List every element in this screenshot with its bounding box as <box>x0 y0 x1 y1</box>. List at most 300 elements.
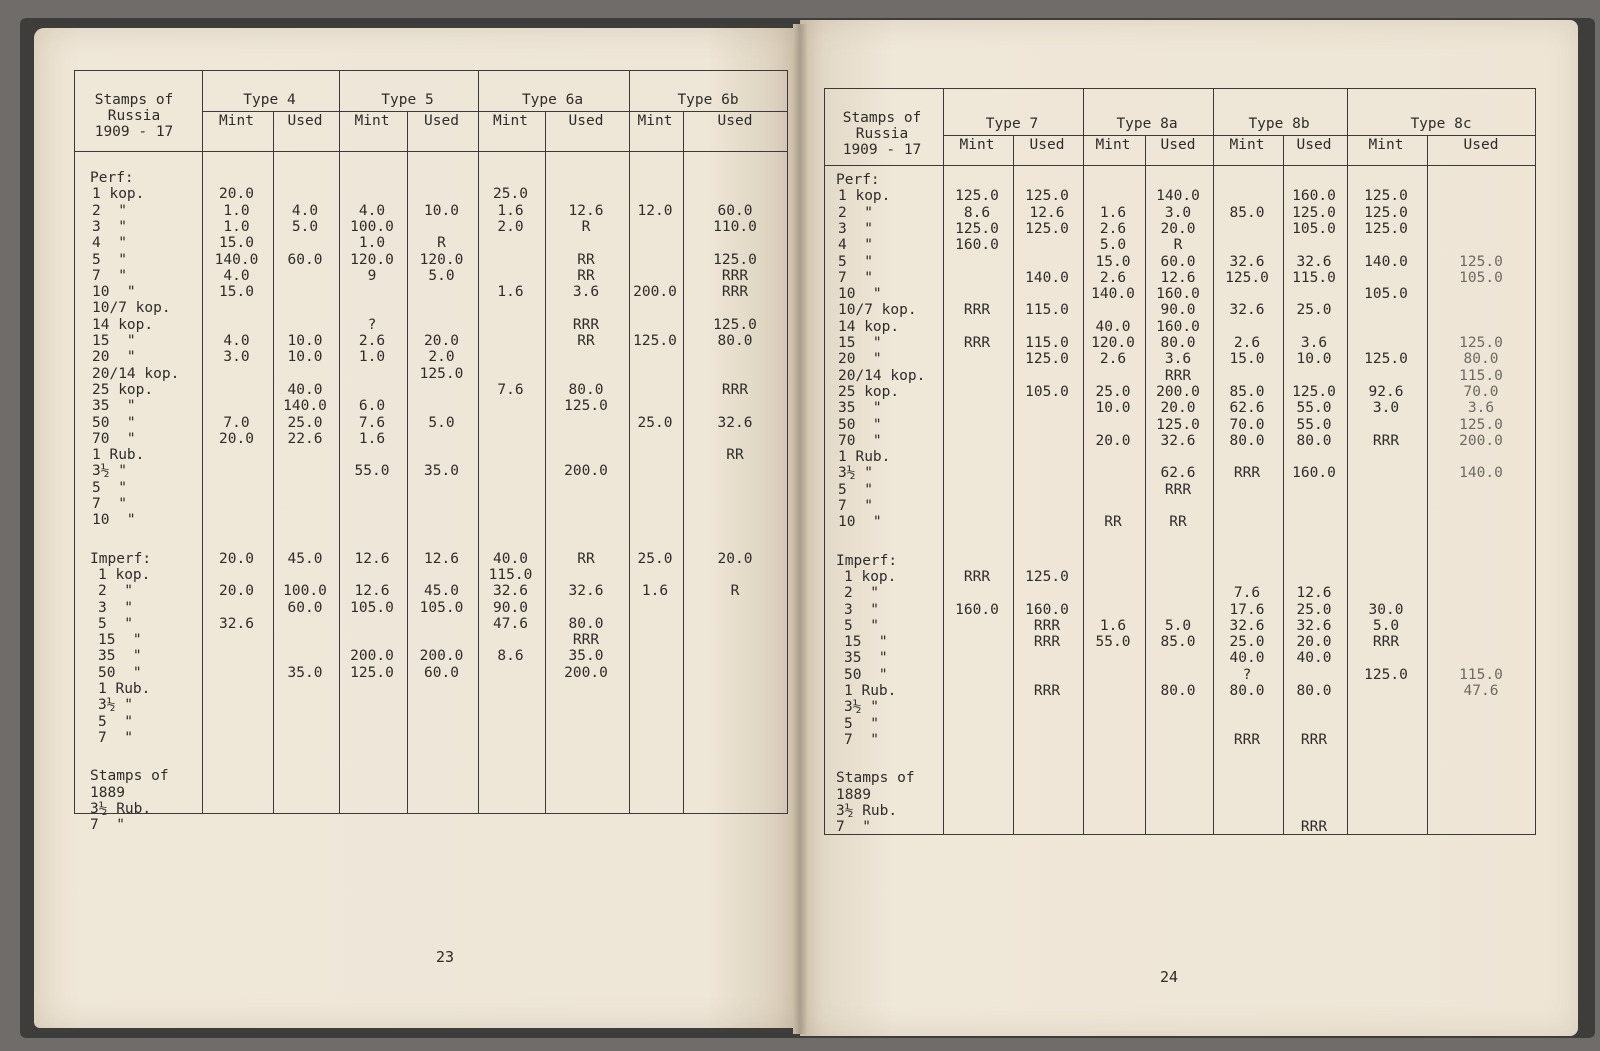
row-label: 20/14 kop. <box>92 365 180 382</box>
price-cell: 7.6 <box>1233 585 1261 602</box>
price-cell: 115.0 <box>1459 367 1503 384</box>
row-label: 2 " <box>838 204 873 221</box>
sub-header-used: Used <box>717 113 753 129</box>
sub-header-mint: Mint <box>493 113 528 129</box>
row-label: 10 " <box>92 512 136 529</box>
row-label: 7 " <box>836 819 871 836</box>
price-cell: 47.6 <box>493 615 528 632</box>
left-price-table <box>74 70 788 814</box>
price-cell: 55.0 <box>1296 416 1332 433</box>
price-cell: 7.0 <box>223 414 250 431</box>
price-cell: 200.0 <box>633 284 677 301</box>
price-cell: 15.0 <box>1095 253 1131 270</box>
price-cell: 115.0 <box>1025 302 1069 319</box>
price-cell: 60.0 <box>287 599 323 616</box>
row-label: 35 " <box>98 648 142 665</box>
price-cell: 32.6 <box>1296 617 1332 634</box>
row-label: 10 " <box>838 514 882 531</box>
price-cell: 55.0 <box>1095 634 1131 651</box>
price-cell: RR <box>1169 514 1187 531</box>
row-label: 3 " <box>838 220 873 237</box>
corner-header-line: 1909 - 17 <box>94 124 174 140</box>
row-label: 50 " <box>844 666 888 683</box>
sub-header-used: Used <box>1296 137 1332 153</box>
price-cell: 80.0 <box>1229 683 1265 699</box>
price-cell: 125.0 <box>564 398 608 415</box>
price-cell: 40.0 <box>1296 650 1332 667</box>
price-cell: 1.0 <box>223 202 250 219</box>
price-cell: 85.0 <box>1229 383 1265 400</box>
table-column-rule <box>407 111 408 813</box>
price-cell: 2.0 <box>428 349 455 366</box>
price-cell: RRR <box>721 381 749 398</box>
price-cell: RRR <box>963 568 991 585</box>
table-column-rule <box>1083 89 1084 834</box>
price-cell: 4.0 <box>358 202 386 219</box>
price-cell: 5.0 <box>1372 617 1400 634</box>
price-cell: 80.0 <box>717 333 753 349</box>
price-cell: 55.0 <box>354 463 390 480</box>
row-label: Stamps of <box>836 770 915 787</box>
price-cell: 4.0 <box>223 333 250 349</box>
price-cell: 105.0 <box>350 599 394 616</box>
sub-header-mint: Mint <box>219 113 254 129</box>
price-cell: 125.0 <box>1292 383 1336 400</box>
row-label: 50 " <box>838 416 882 433</box>
price-cell: RR <box>1104 514 1122 531</box>
row-label: 10/7 kop. <box>838 302 917 319</box>
sub-header-mint: Mint <box>959 137 995 153</box>
price-cell: 10.0 <box>1296 351 1332 368</box>
price-cell: RRR <box>721 284 749 301</box>
price-cell: 125.0 <box>1364 204 1408 221</box>
row-label: 3½ " <box>838 465 873 482</box>
price-cell: 60.0 <box>287 251 323 268</box>
row-label: 7 " <box>90 817 125 834</box>
table-column-rule <box>1013 135 1014 834</box>
price-cell: 125.0 <box>633 333 677 349</box>
price-cell: ? <box>367 316 377 333</box>
price-cell: 25.0 <box>1229 634 1265 651</box>
book-spine <box>793 24 807 1034</box>
row-label: 20/14 kop. <box>838 367 926 384</box>
price-cell: 60.0 <box>1160 253 1196 270</box>
price-cell: 80.0 <box>1160 335 1196 351</box>
price-cell: 62.6 <box>1160 465 1196 482</box>
price-cell: R <box>437 235 446 252</box>
row-label: 10 " <box>92 284 136 301</box>
price-cell: RRR <box>1233 465 1261 482</box>
price-cell: 20.0 <box>219 550 254 567</box>
price-cell: 3.6 <box>1467 400 1495 417</box>
price-cell: 40.0 <box>1095 318 1131 335</box>
price-cell: 140.0 <box>1156 188 1200 205</box>
price-cell: 80.0 <box>1229 432 1265 449</box>
row-label: 7 " <box>838 269 873 286</box>
price-cell: RRR <box>1372 634 1400 651</box>
price-cell: 25.0 <box>637 414 673 431</box>
price-cell: RRR <box>963 335 991 351</box>
row-label: 15 " <box>844 634 888 651</box>
price-cell: 140.0 <box>1459 465 1503 482</box>
price-cell: 80.0 <box>568 615 604 632</box>
price-cell: 10.0 <box>424 202 459 219</box>
row-label: 1889 <box>90 784 125 801</box>
corner-header-line: Russia <box>855 126 909 142</box>
row-label: 1889 <box>836 786 871 803</box>
price-cell: RRR <box>1300 731 1328 748</box>
price-cell: 32.6 <box>717 414 753 431</box>
price-cell: 25.0 <box>1296 302 1332 319</box>
price-cell: 35.0 <box>568 648 604 665</box>
row-label: 35 " <box>844 650 888 667</box>
row-label: 3½ " <box>98 697 133 714</box>
row-label: 1 kop. <box>838 188 891 205</box>
row-label: 5 " <box>844 715 879 732</box>
type-header: Type 6a <box>521 92 584 108</box>
row-label: 3½ " <box>92 463 127 480</box>
price-cell: 3.6 <box>1164 351 1192 368</box>
row-label: Perf: <box>836 172 880 188</box>
price-cell: 125.0 <box>419 365 464 382</box>
price-cell: 120.0 <box>1091 335 1135 351</box>
row-label: 4 " <box>92 235 127 252</box>
price-cell: R <box>1173 237 1183 254</box>
price-cell: 32.6 <box>219 615 254 632</box>
price-cell: 20.0 <box>219 186 254 203</box>
row-label: 3½ Rub. <box>836 802 898 819</box>
price-cell: 15.0 <box>219 284 254 301</box>
sub-header-used: Used <box>568 113 604 129</box>
price-cell: 12.6 <box>1296 585 1332 602</box>
price-cell: 125.0 <box>1025 568 1069 585</box>
price-cell: 5.0 <box>1099 237 1127 254</box>
price-cell: 45.0 <box>424 583 459 600</box>
price-cell: 125.0 <box>1364 666 1408 683</box>
price-cell: RRR <box>1164 367 1192 384</box>
price-cell: 140.0 <box>1364 253 1408 270</box>
price-cell: 32.6 <box>1296 253 1332 270</box>
price-cell: 140.0 <box>1091 286 1135 303</box>
price-cell: RRR <box>1164 481 1192 498</box>
price-cell: 125.0 <box>713 316 757 333</box>
row-label: 2 " <box>98 583 133 600</box>
price-cell: RR <box>577 267 595 284</box>
price-cell: 125.0 <box>1459 416 1503 433</box>
price-cell: 12.6 <box>424 550 459 567</box>
price-cell: 160.0 <box>1292 188 1336 205</box>
table-column-rule <box>202 71 203 813</box>
price-cell: 105.0 <box>1364 286 1408 303</box>
row-label: 1 Rub. <box>92 447 145 464</box>
row-label: 5 " <box>92 251 127 268</box>
price-cell: 15.0 <box>1229 351 1265 368</box>
header-type-rule <box>943 135 1535 136</box>
price-cell: 125.0 <box>1292 204 1336 221</box>
price-cell: 35.0 <box>287 664 323 681</box>
price-cell: 3.6 <box>1300 335 1328 351</box>
type-header: Type 4 <box>243 92 296 108</box>
price-cell: 90.0 <box>1160 302 1196 319</box>
table-column-rule <box>273 111 274 813</box>
price-cell: 1.6 <box>497 284 524 301</box>
row-label: Imperf: <box>90 550 152 567</box>
row-label: 3 " <box>844 601 879 618</box>
header-type-rule <box>202 111 787 112</box>
type-header: Type 6b <box>677 92 739 108</box>
table-column-rule <box>683 111 684 813</box>
price-cell: 125.0 <box>1025 220 1069 237</box>
table-column-rule <box>1347 89 1348 834</box>
price-cell: 20.0 <box>1095 432 1131 449</box>
price-cell: 125.0 <box>1364 220 1408 237</box>
sub-header-mint: Mint <box>354 113 390 129</box>
price-cell: 10.0 <box>287 349 323 366</box>
row-label: 70 " <box>92 430 136 447</box>
price-cell: 5.0 <box>428 414 455 431</box>
price-cell: 12.6 <box>1160 269 1196 286</box>
price-cell: RR <box>577 251 595 268</box>
price-cell: 90.0 <box>493 599 528 616</box>
price-cell: RRR <box>572 316 600 333</box>
row-label: Stamps of <box>90 768 169 785</box>
page-number-left: 23 <box>436 948 455 966</box>
sub-header-used: Used <box>1160 137 1196 153</box>
price-cell: 32.6 <box>1229 617 1265 634</box>
row-label: 5 " <box>98 615 133 632</box>
row-label: 35 " <box>838 400 882 417</box>
price-cell: 45.0 <box>287 550 323 567</box>
header-bottom-rule <box>825 165 1535 166</box>
row-label: 3½ " <box>844 699 879 716</box>
table-column-rule <box>629 71 630 813</box>
price-cell: 115.0 <box>488 566 533 583</box>
price-cell: RRR <box>1372 432 1400 449</box>
price-cell: 1.0 <box>223 218 250 235</box>
price-cell: 70.0 <box>1229 416 1265 433</box>
price-cell: ? <box>1242 666 1252 683</box>
price-cell: 12.6 <box>354 550 390 567</box>
price-cell: RR <box>577 550 595 567</box>
row-label: 1 kop. <box>92 186 145 203</box>
price-cell: 200.0 <box>564 664 608 681</box>
price-cell: R <box>581 218 591 235</box>
price-cell: 4.0 <box>223 267 250 284</box>
price-cell: 160.0 <box>955 601 999 618</box>
price-cell: 25.0 <box>1095 383 1131 400</box>
price-cell: 47.6 <box>1463 683 1499 699</box>
price-cell: 80.0 <box>1463 351 1499 368</box>
row-label: 2 " <box>844 585 879 602</box>
row-label: 5 " <box>92 479 127 496</box>
price-cell: 22.6 <box>287 430 323 447</box>
price-cell: 2.6 <box>1099 269 1127 286</box>
price-cell: 105.0 <box>1459 269 1503 286</box>
sub-header-mint: Mint <box>1229 137 1265 153</box>
price-cell: 32.6 <box>493 583 528 600</box>
price-cell: 32.6 <box>1229 302 1265 319</box>
sub-header-mint: Mint <box>637 113 673 129</box>
price-cell: 125.0 <box>350 664 394 681</box>
price-cell: RR <box>726 447 744 464</box>
table-column-rule <box>943 89 944 834</box>
sub-header-used: Used <box>1029 137 1065 153</box>
price-cell: 100.0 <box>283 583 327 600</box>
type-header: Type 8c <box>1410 116 1472 132</box>
sub-header-mint: Mint <box>1368 137 1404 153</box>
type-header: Type 5 <box>381 92 434 108</box>
price-cell: 160.0 <box>1156 286 1200 303</box>
price-cell: 140.0 <box>283 398 327 415</box>
price-cell: 1.6 <box>497 202 524 219</box>
price-cell: 100.0 <box>350 218 394 235</box>
price-cell: 125.0 <box>1225 269 1269 286</box>
row-label: 25 kop. <box>92 381 154 398</box>
price-cell: 110.0 <box>713 218 757 235</box>
price-cell: 80.0 <box>1160 683 1196 699</box>
row-label: 5 " <box>844 617 879 634</box>
price-cell: 1.6 <box>1099 617 1127 634</box>
price-cell: 200.0 <box>1459 432 1503 449</box>
price-cell: 15.0 <box>219 235 254 252</box>
price-cell: 200.0 <box>1156 383 1200 400</box>
price-cell: 20.0 <box>424 333 459 349</box>
row-label: 10/7 kop. <box>92 300 171 317</box>
price-cell: 85.0 <box>1229 204 1265 221</box>
price-cell: 140.0 <box>1025 269 1069 286</box>
price-cell: 160.0 <box>1292 465 1336 482</box>
row-label: 3½ Rub. <box>90 800 152 817</box>
price-cell: 3.0 <box>1164 204 1192 221</box>
table-column-rule <box>545 111 546 813</box>
sub-header-used: Used <box>424 113 459 129</box>
price-cell: 32.6 <box>1229 253 1265 270</box>
price-cell: 85.0 <box>1160 634 1196 651</box>
price-cell: 125.0 <box>1025 351 1069 368</box>
price-cell: 20.0 <box>1296 634 1332 651</box>
table-column-rule <box>1213 89 1214 834</box>
price-cell: 125.0 <box>1459 253 1503 270</box>
price-cell: 25.0 <box>493 186 528 203</box>
row-label: 1 kop. <box>844 568 897 585</box>
row-label: 15 " <box>98 632 142 649</box>
price-cell: 125.0 <box>1156 416 1200 433</box>
row-label: 20 " <box>838 351 882 368</box>
price-cell: 25.0 <box>287 414 323 431</box>
price-cell: 115.0 <box>1459 666 1503 683</box>
row-label: 7 " <box>92 496 127 512</box>
price-cell: 3.0 <box>1372 400 1400 417</box>
row-label: 20 " <box>92 349 136 366</box>
row-label: 3 " <box>98 599 133 616</box>
row-label: 10 " <box>838 286 882 303</box>
price-cell: 7.6 <box>497 381 524 398</box>
price-cell: 105.0 <box>419 599 464 616</box>
price-cell: 60.0 <box>424 664 459 681</box>
price-cell: 40.0 <box>493 550 528 567</box>
price-cell: 115.0 <box>1292 269 1336 286</box>
price-cell: 5.0 <box>291 218 319 235</box>
type-header: Type 8b <box>1248 116 1310 132</box>
row-label: 4 " <box>838 237 873 254</box>
price-cell: 25.0 <box>637 550 673 567</box>
price-cell: 160.0 <box>1156 318 1200 335</box>
price-cell: 40.0 <box>1229 650 1265 667</box>
price-cell: 5.0 <box>428 267 455 284</box>
price-cell: 140.0 <box>214 251 259 268</box>
row-label: Perf: <box>90 170 134 186</box>
row-label: 14 kop. <box>838 318 900 335</box>
table-column-rule <box>1283 135 1284 834</box>
price-cell: RRR <box>1033 683 1061 699</box>
price-cell: 12.6 <box>568 202 604 219</box>
table-column-rule <box>1145 135 1146 834</box>
price-cell: RR <box>577 333 595 349</box>
table-column-rule <box>339 71 340 813</box>
price-cell: 17.6 <box>1229 601 1265 618</box>
price-cell: 1.0 <box>358 235 386 252</box>
row-label: 7 " <box>98 729 133 746</box>
price-cell: 200.0 <box>564 463 608 480</box>
price-cell: 1.6 <box>1099 204 1127 221</box>
price-cell: 125.0 <box>713 251 757 268</box>
price-cell: 125.0 <box>1459 335 1503 351</box>
price-cell: 92.6 <box>1368 383 1404 400</box>
price-cell: 30.0 <box>1368 601 1404 618</box>
price-cell: 5.0 <box>1164 617 1192 634</box>
row-label: 1 Rub. <box>98 681 151 697</box>
sub-header-used: Used <box>287 113 323 129</box>
price-cell: 125.0 <box>1025 188 1069 205</box>
price-cell: 10.0 <box>287 333 323 349</box>
price-cell: 7.6 <box>358 414 386 431</box>
price-cell: 35.0 <box>424 463 459 480</box>
price-cell: RRR <box>963 302 991 319</box>
row-label: 1 Rub. <box>844 683 897 699</box>
price-cell: 12.0 <box>637 202 673 219</box>
row-label: 35 " <box>92 398 136 415</box>
price-cell: 20.0 <box>1160 220 1196 237</box>
price-cell: 4.0 <box>291 202 319 219</box>
price-cell: 2.6 <box>358 333 386 349</box>
row-label: 50 " <box>98 664 142 681</box>
price-cell: 12.6 <box>1029 204 1065 221</box>
price-cell: 62.6 <box>1229 400 1265 417</box>
sub-header-used: Used <box>1463 137 1499 153</box>
price-cell: R <box>730 583 740 600</box>
price-cell: 2.6 <box>1099 351 1127 368</box>
row-label: 7 " <box>844 731 879 748</box>
table-column-rule <box>478 71 479 813</box>
price-cell: 10.0 <box>1095 400 1131 417</box>
price-cell: 160.0 <box>1025 601 1069 618</box>
price-cell: RRR <box>721 267 749 284</box>
corner-header-line: Russia <box>107 108 161 124</box>
header-bottom-rule <box>75 151 787 152</box>
price-cell: 1.6 <box>358 430 386 447</box>
price-cell: 3.6 <box>572 284 600 301</box>
row-label: Imperf: <box>836 552 898 569</box>
row-label: 7 " <box>838 498 873 514</box>
price-cell: 125.0 <box>1364 188 1408 205</box>
price-cell: 105.0 <box>1292 220 1336 237</box>
price-cell: 80.0 <box>1296 683 1332 699</box>
type-header: Type 8a <box>1116 116 1178 132</box>
price-cell: 125.0 <box>955 220 999 237</box>
price-cell: 9 <box>367 267 377 284</box>
price-cell: 8.6 <box>963 204 991 221</box>
price-cell: 20.0 <box>219 583 254 600</box>
